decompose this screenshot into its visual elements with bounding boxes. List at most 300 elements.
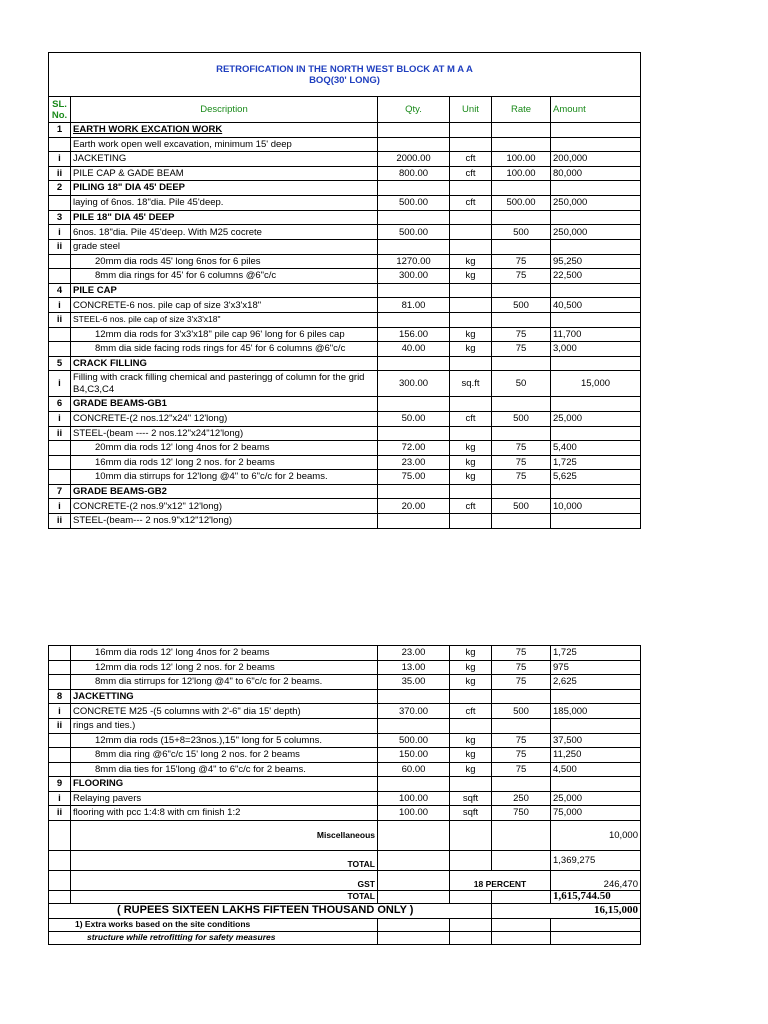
row-sl: [49, 455, 71, 470]
row-rate: 75: [492, 733, 551, 748]
row-description: 16mm dia rods 12' long 4nos for 2 beams: [71, 646, 378, 661]
row-unit: [450, 356, 492, 371]
row-amount: [551, 777, 641, 792]
row-qty: [378, 123, 450, 138]
table-row: [49, 298, 641, 313]
row-unit: [450, 137, 492, 152]
total-row: [49, 850, 641, 870]
row-description: 20mm dia rods 12' long 4nos for 2 beams: [71, 441, 378, 456]
row-rate: 500: [492, 704, 551, 719]
row-amount: 250,000: [551, 225, 641, 240]
row-amount: 4,500: [551, 762, 641, 777]
row-unit: [450, 225, 492, 240]
row-qty: 800.00: [378, 166, 450, 181]
row-description: PILING 18" DIA 45' DEEP: [71, 181, 378, 196]
row-description: JACKETING: [71, 152, 378, 167]
row-amount: 185,000: [551, 704, 641, 719]
row-rate: 500: [492, 411, 551, 426]
row-qty: 100.00: [378, 806, 450, 821]
row-qty: 2000.00: [378, 152, 450, 167]
row-rate: [492, 397, 551, 412]
table-row: [49, 313, 641, 328]
row-rate: 75: [492, 748, 551, 763]
row-amount: [551, 240, 641, 255]
table-row: [49, 660, 641, 675]
table-row: [49, 327, 641, 342]
header-sl-line2: No.: [51, 109, 68, 121]
row-amount: 2,625: [551, 675, 641, 690]
row-rate: [492, 777, 551, 792]
misc-row: [49, 820, 641, 850]
row-description: rings and ties.): [71, 719, 378, 734]
row-amount: 11,700: [551, 327, 641, 342]
row-amount: [551, 210, 641, 225]
row-unit: kg: [450, 342, 492, 357]
gst-label: GST: [71, 870, 378, 890]
row-rate: [492, 123, 551, 138]
row-qty: [378, 426, 450, 441]
row-rate: [492, 719, 551, 734]
header-amount: Amount: [551, 97, 641, 123]
row-description: FLOORING: [71, 777, 378, 792]
row-unit: kg: [450, 675, 492, 690]
row-description: 8mm dia ties for 15'long @4" to 6"c/c for 2 beams.: [71, 762, 378, 777]
row-sl: i: [49, 298, 71, 313]
note-row-2: [49, 931, 641, 944]
row-sl: ii: [49, 313, 71, 328]
row-qty: [378, 356, 450, 371]
row-unit: cft: [450, 411, 492, 426]
header-sl: [49, 97, 71, 123]
row-sl: [49, 137, 71, 152]
table-row: [49, 397, 641, 412]
table-row: [49, 210, 641, 225]
row-unit: [450, 397, 492, 412]
row-amount: 95,250: [551, 254, 641, 269]
row-amount: 5,400: [551, 441, 641, 456]
row-description: PILE CAP: [71, 283, 378, 298]
table-row: [49, 254, 641, 269]
row-sl: 4: [49, 283, 71, 298]
row-amount: 11,250: [551, 748, 641, 763]
boq-table-bottom: [48, 645, 641, 945]
row-amount: 80,000: [551, 166, 641, 181]
row-qty: 500.00: [378, 733, 450, 748]
row-amount: [551, 426, 641, 441]
table-row: [49, 499, 641, 514]
row-qty: 500.00: [378, 195, 450, 210]
row-qty: 500.00: [378, 225, 450, 240]
row-unit: [450, 240, 492, 255]
row-description: 16mm dia rods 12' long 2 nos. for 2 beams: [71, 455, 378, 470]
row-unit: kg: [450, 646, 492, 661]
misc-label: Miscellaneous: [71, 820, 378, 850]
table-row: [49, 646, 641, 661]
row-qty: [378, 777, 450, 792]
rounded-amount: 16,15,000: [492, 903, 641, 918]
row-description: 8mm dia stirrups for 12'long @4" to 6"c/c for 2 beams.: [71, 675, 378, 690]
gst-row: [49, 870, 641, 890]
row-sl: ii: [49, 806, 71, 821]
row-unit: cft: [450, 195, 492, 210]
row-unit: [450, 298, 492, 313]
gst-rate: 18 PERCENT: [450, 870, 551, 890]
row-sl: 8: [49, 689, 71, 704]
note-row-1: [49, 918, 641, 931]
row-sl: ii: [49, 514, 71, 529]
row-unit: kg: [450, 733, 492, 748]
row-amount: [551, 181, 641, 196]
row-rate: [492, 689, 551, 704]
row-rate: 75: [492, 470, 551, 485]
row-rate: 75: [492, 762, 551, 777]
row-rate: [492, 137, 551, 152]
row-rate: 75: [492, 455, 551, 470]
row-description: STEEL-6 nos. pile cap of size 3'x3'x18": [71, 313, 378, 328]
row-rate: [492, 240, 551, 255]
row-qty: 75.00: [378, 470, 450, 485]
row-sl: i: [49, 704, 71, 719]
row-qty: 150.00: [378, 748, 450, 763]
row-sl: i: [49, 225, 71, 240]
table-row: [49, 762, 641, 777]
row-rate: 500: [492, 298, 551, 313]
row-qty: [378, 313, 450, 328]
row-rate: 75: [492, 269, 551, 284]
row-description: GRADE BEAMS-GB2: [71, 484, 378, 499]
row-sl: [49, 675, 71, 690]
table-row: [49, 225, 641, 240]
row-unit: [450, 514, 492, 529]
row-description: CONCRETE-(2 nos.9"x12" 12'long): [71, 499, 378, 514]
row-unit: cft: [450, 704, 492, 719]
misc-amount: 10,000: [551, 820, 641, 850]
title-line-1: RETROFICATION IN THE NORTH WEST BLOCK AT M A A: [216, 63, 473, 75]
table-row: [49, 455, 641, 470]
row-sl: ii: [49, 426, 71, 441]
row-sl: [49, 195, 71, 210]
table-row: [49, 240, 641, 255]
row-sl: i: [49, 411, 71, 426]
row-sl: [49, 342, 71, 357]
row-qty: 72.00: [378, 441, 450, 456]
row-rate: 750: [492, 806, 551, 821]
row-amount: [551, 137, 641, 152]
row-amount: [551, 719, 641, 734]
row-amount: 975: [551, 660, 641, 675]
row-sl: ii: [49, 719, 71, 734]
row-description: 12mm dia rods 12' long 2 nos. for 2 beams: [71, 660, 378, 675]
row-sl: i: [49, 499, 71, 514]
row-description: CONCRETE-(2 nos.12"x24" 12'long): [71, 411, 378, 426]
row-description: CONCRETE M25 -(5 columns with 2'-6" dia 15' depth): [71, 704, 378, 719]
table-row: [49, 123, 641, 138]
table-row: [49, 704, 641, 719]
header-qty: Qty.: [378, 97, 450, 123]
row-description: flooring with pcc 1:4:8 with cm finish 1:2: [71, 806, 378, 821]
row-qty: 35.00: [378, 675, 450, 690]
row-amount: [551, 397, 641, 412]
row-rate: [492, 283, 551, 298]
row-unit: kg: [450, 762, 492, 777]
row-unit: [450, 283, 492, 298]
row-sl: [49, 441, 71, 456]
row-description: PILE 18" DIA 45' DEEP: [71, 210, 378, 225]
row-qty: [378, 514, 450, 529]
table-row: [49, 806, 641, 821]
row-description: 20mm dia rods 45' long 6nos for 6 piles: [71, 254, 378, 269]
row-rate: 100.00: [492, 166, 551, 181]
total-label: TOTAL: [71, 850, 378, 870]
row-rate: [492, 484, 551, 499]
table-row: [49, 356, 641, 371]
row-sl: [49, 762, 71, 777]
row-qty: [378, 283, 450, 298]
row-sl: 5: [49, 356, 71, 371]
table-row: [49, 371, 641, 397]
row-description: CRACK FILLING: [71, 356, 378, 371]
table-row: [49, 269, 641, 284]
table-row: [49, 342, 641, 357]
row-description: Filling with crack filling chemical and pasteringg of column for the grid B4,C3,C4: [71, 371, 378, 397]
table-row: [49, 791, 641, 806]
row-rate: 500: [492, 225, 551, 240]
row-description: 8mm dia rings for 45' for 6 columns @6"c/c: [71, 269, 378, 284]
row-rate: 75: [492, 327, 551, 342]
row-description: 8mm dia side facing rods rings for 45' for 6 columns @6"c/c: [71, 342, 378, 357]
row-amount: [551, 356, 641, 371]
row-description: 10mm dia stirrups for 12'long @4" to 6"c/c for 2 beams.: [71, 470, 378, 485]
row-unit: [450, 689, 492, 704]
row-rate: 50: [492, 371, 551, 397]
table-row: [49, 719, 641, 734]
row-qty: 50.00: [378, 411, 450, 426]
row-amount: [551, 283, 641, 298]
table-row: [49, 137, 641, 152]
row-qty: [378, 689, 450, 704]
header-unit: Unit: [450, 97, 492, 123]
table-row: [49, 484, 641, 499]
row-sl: [49, 269, 71, 284]
row-unit: cft: [450, 499, 492, 514]
row-rate: 100.00: [492, 152, 551, 167]
table-row: [49, 441, 641, 456]
row-sl: [49, 327, 71, 342]
row-sl: [49, 254, 71, 269]
row-amount: [551, 514, 641, 529]
row-sl: 1: [49, 123, 71, 138]
row-qty: 300.00: [378, 269, 450, 284]
row-amount: 37,500: [551, 733, 641, 748]
row-amount: 15,000: [551, 371, 641, 397]
row-description: Relaying pavers: [71, 791, 378, 806]
row-unit: sq.ft: [450, 371, 492, 397]
row-qty: [378, 181, 450, 196]
row-sl: [49, 646, 71, 661]
row-sl: [49, 733, 71, 748]
row-rate: [492, 514, 551, 529]
row-unit: [450, 484, 492, 499]
row-unit: [450, 777, 492, 792]
row-description: CONCRETE-6 nos. pile cap of size 3'x3'x18": [71, 298, 378, 313]
row-description: 8mm dia ring @6"c/c 15' long 2 nos. for 2 beams: [71, 748, 378, 763]
row-amount: 40,500: [551, 298, 641, 313]
row-sl: [49, 470, 71, 485]
row-qty: 23.00: [378, 455, 450, 470]
row-amount: 75,000: [551, 806, 641, 821]
row-sl: ii: [49, 240, 71, 255]
row-unit: kg: [450, 455, 492, 470]
row-qty: [378, 210, 450, 225]
row-amount: [551, 689, 641, 704]
row-rate: 75: [492, 646, 551, 661]
row-qty: 23.00: [378, 646, 450, 661]
row-description: 12mm dia rods (15+8=23nos.),15'' long for 5 columns.: [71, 733, 378, 748]
row-description: grade steel: [71, 240, 378, 255]
row-amount: [551, 313, 641, 328]
table-row: [49, 152, 641, 167]
header-rate: Rate: [492, 97, 551, 123]
row-rate: 75: [492, 342, 551, 357]
header-sl-line1: SL.: [52, 98, 67, 110]
table-row: [49, 689, 641, 704]
table-row: [49, 181, 641, 196]
row-unit: kg: [450, 327, 492, 342]
row-rate: [492, 356, 551, 371]
table-row: [49, 283, 641, 298]
table-row: [49, 733, 641, 748]
table-row: [49, 166, 641, 181]
row-sl: i: [49, 791, 71, 806]
row-qty: 40.00: [378, 342, 450, 357]
row-sl: 6: [49, 397, 71, 412]
row-qty: 156.00: [378, 327, 450, 342]
row-amount: 250,000: [551, 195, 641, 210]
title-row: [49, 53, 641, 97]
table-row: [49, 195, 641, 210]
row-amount: [551, 484, 641, 499]
table-row: [49, 514, 641, 529]
row-rate: 75: [492, 254, 551, 269]
row-amount: 5,625: [551, 470, 641, 485]
row-qty: [378, 397, 450, 412]
row-rate: [492, 181, 551, 196]
table-row: [49, 675, 641, 690]
row-rate: 250: [492, 791, 551, 806]
table-row: [49, 470, 641, 485]
row-unit: [450, 181, 492, 196]
row-unit: sqft: [450, 791, 492, 806]
row-rate: 75: [492, 675, 551, 690]
row-sl: i: [49, 152, 71, 167]
row-qty: 81.00: [378, 298, 450, 313]
row-rate: [492, 210, 551, 225]
table-row: [49, 426, 641, 441]
amount-in-words-row: [49, 903, 641, 918]
row-sl: 9: [49, 777, 71, 792]
row-description: 6nos. 18"dia. Pile 45'deep. With M25 cocrete: [71, 225, 378, 240]
header-row: [49, 97, 641, 123]
row-rate: 500.00: [492, 195, 551, 210]
row-qty: [378, 484, 450, 499]
row-unit: cft: [450, 166, 492, 181]
row-unit: kg: [450, 660, 492, 675]
row-description: PILE CAP & GADE BEAM: [71, 166, 378, 181]
boq-table-top: [48, 52, 641, 529]
row-qty: [378, 137, 450, 152]
row-qty: 13.00: [378, 660, 450, 675]
row-qty: 60.00: [378, 762, 450, 777]
row-sl: 7: [49, 484, 71, 499]
row-amount: [551, 123, 641, 138]
row-amount: 1,725: [551, 455, 641, 470]
row-sl: 2: [49, 181, 71, 196]
row-amount: 25,000: [551, 411, 641, 426]
row-unit: kg: [450, 470, 492, 485]
header-description: Description: [71, 97, 378, 123]
row-qty: 1270.00: [378, 254, 450, 269]
grand-total-row: [49, 890, 641, 903]
row-rate: 75: [492, 441, 551, 456]
row-unit: [450, 719, 492, 734]
row-qty: [378, 719, 450, 734]
row-sl: [49, 748, 71, 763]
row-sl: [49, 660, 71, 675]
table-row: [49, 748, 641, 763]
row-qty: 20.00: [378, 499, 450, 514]
gst-amount: 246,470: [551, 870, 641, 890]
row-rate: 75: [492, 660, 551, 675]
row-qty: 100.00: [378, 791, 450, 806]
row-unit: [450, 313, 492, 328]
row-rate: 500: [492, 499, 551, 514]
row-unit: kg: [450, 269, 492, 284]
row-unit: kg: [450, 254, 492, 269]
row-amount: 1,725: [551, 646, 641, 661]
amount-in-words: ( RUPEES SIXTEEN LAKHS FIFTEEN THOUSAND ONLY ): [49, 903, 492, 918]
row-amount: 3,000: [551, 342, 641, 357]
row-description: 12mm dia rods for 3'x3'x18" pile cap 96' long for 6 piles cap: [71, 327, 378, 342]
row-description: laying of 6nos. 18"dia. Pile 45'deep.: [71, 195, 378, 210]
row-amount: 25,000: [551, 791, 641, 806]
row-unit: [450, 210, 492, 225]
total-amount: 1,369,275: [551, 850, 641, 870]
row-qty: 370.00: [378, 704, 450, 719]
row-unit: kg: [450, 748, 492, 763]
row-description: EARTH WORK EXCATION WORK: [71, 123, 378, 138]
table-row: [49, 411, 641, 426]
row-description: Earth work open well excavation, minimum 15' deep: [71, 137, 378, 152]
row-description: JACKETTING: [71, 689, 378, 704]
row-unit: cft: [450, 152, 492, 167]
note-line-2: structure while retrofitting for safety measures: [49, 931, 378, 944]
grand-total-label: TOTAL: [71, 890, 378, 903]
row-qty: [378, 240, 450, 255]
row-description: STEEL-(beam--- 2 nos.9"x12"12'long): [71, 514, 378, 529]
row-unit: [450, 123, 492, 138]
row-sl: ii: [49, 166, 71, 181]
row-amount: 200,000: [551, 152, 641, 167]
row-unit: sqft: [450, 806, 492, 821]
row-description: GRADE BEAMS-GB1: [71, 397, 378, 412]
row-rate: [492, 426, 551, 441]
row-sl: 3: [49, 210, 71, 225]
row-unit: kg: [450, 441, 492, 456]
note-line-1: 1) Extra works based on the site conditions: [49, 918, 378, 931]
row-amount: 22,500: [551, 269, 641, 284]
row-amount: 10,000: [551, 499, 641, 514]
row-unit: [450, 426, 492, 441]
